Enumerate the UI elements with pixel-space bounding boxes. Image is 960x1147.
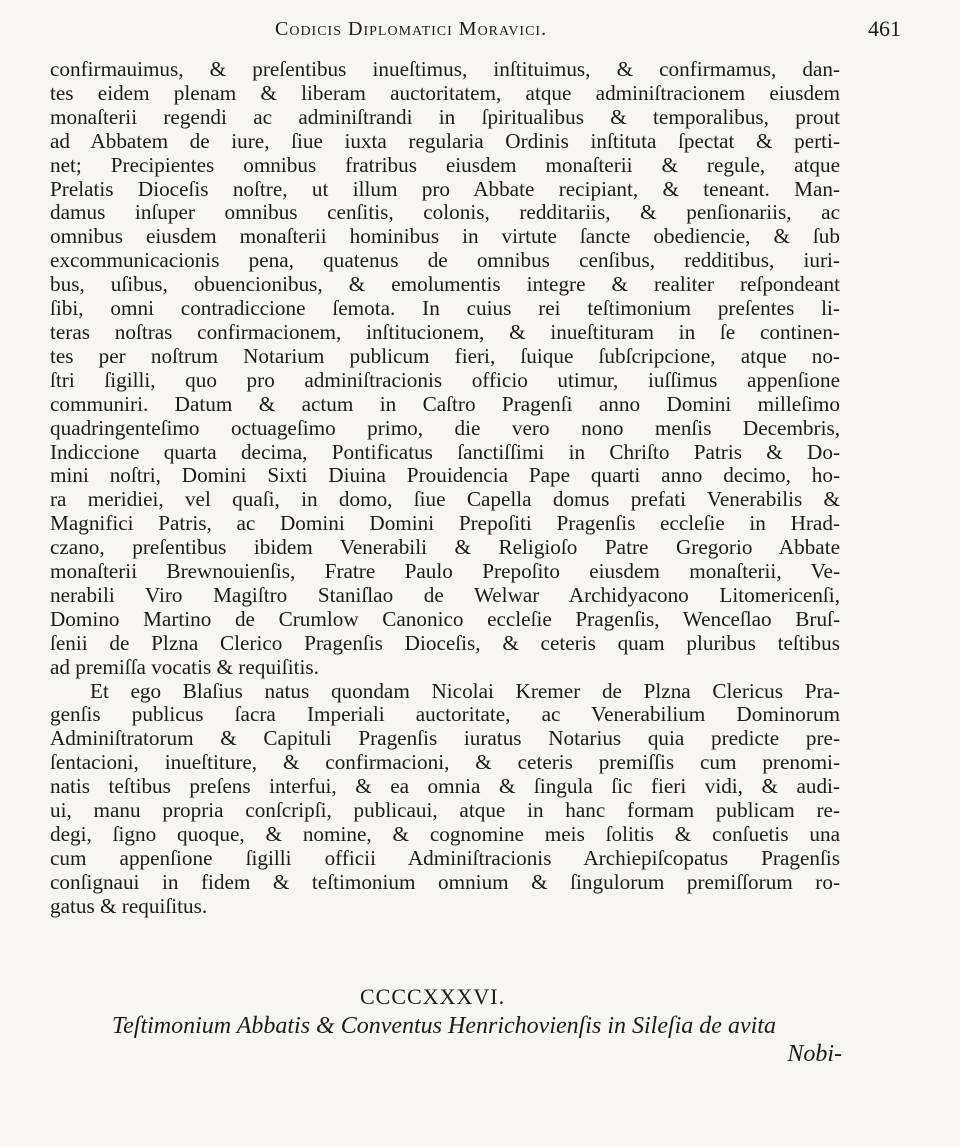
- next-title-line-1: Teſtimonium Abbatis & Conventus Henrichovienſis in Sileſia de avita: [112, 1013, 776, 1039]
- text-line: Indiccione quarta decima, Pontificatus ſanctiſſimi in Chriſto Patris & Do-: [50, 439, 840, 464]
- text-line: ra meridiei, vel quaſi, in domo, ſiue Capella domus prefati Venerabilis &: [50, 487, 840, 512]
- text-line: ad Abbatem de iure, ſiue iuxta regularia Ordinis inſtituta ſpectat & perti-: [50, 128, 840, 153]
- text-line: nerabili Viro Magiſtro Staniſlao de Welwar Archidyacono Litomericenſi,: [50, 582, 840, 607]
- text-line: degi, ſigno quoque, & nomine, & cognomine meis ſolitis & conſuetis una: [50, 822, 840, 846]
- text-line: monaſterii regendi ac adminiſtrandi in ſpiritualibus & temporalibus, prout: [50, 104, 840, 129]
- text-line: net; Precipientes omnibus fratribus eiusdem monaſterii & regule, atque: [50, 152, 840, 177]
- text-line: czano, preſentibus ibidem Venerabili & Religioſo Patre Gregorio Abbate: [50, 535, 840, 560]
- text-line: ſentacioni, inueſtiture, & confirmacioni, & ceteris premiſſis cum prenomi-: [50, 750, 840, 775]
- text-line: ſenii de Plzna Clerico Pragenſis Dioceſis, & ceteris quam pluribus teſtibus: [50, 630, 840, 655]
- text-line: communiri. Datum & actum in Caſtro Pragenſi anno Domini milleſimo: [50, 391, 840, 416]
- document-number: CCCCXXXVI.: [360, 984, 506, 1009]
- text-line: Adminiſtratorum & Capituli Pragenſis iuratus Notarius quia predicte pre-: [50, 726, 840, 751]
- text-line: mini noſtri, Domini Sixti Diuina Prouidencia Pape quarti anno decimo, ho-: [50, 463, 840, 488]
- text-line: conſignaui in fidem & teſtimonium omnium & ſingulorum premiſſorum ro-: [50, 869, 840, 894]
- next-title-line-2: Nobi-: [787, 1041, 842, 1067]
- text-line: Magnifici Patris, ac Domini Domini Prepoſiti Pragenſis eccleſie in Hrad-: [50, 511, 840, 536]
- text-line: monaſterii Brewnouienſis, Fratre Paulo Prepoſito eiusdem monaſterii, Ve-: [50, 559, 840, 584]
- text-line: ſtri ſigilli, quo pro adminiſtracionis officio utimur, iuſſimus appenſione: [50, 367, 840, 392]
- text-line: cum appenſione ſigilli officii Adminiſtracionis Archiepiſcopatus Pragenſis: [50, 845, 840, 870]
- text-line: ad premiſſa vocatis & requiſitis.: [50, 654, 319, 679]
- text-line: Et ego Blaſius natus quondam Nicolai Kremer de Plzna Clericus Pra-: [90, 678, 840, 703]
- text-line: damus inſuper omnibus cenſitis, colonis, redditariis, & penſionariis, ac: [50, 200, 840, 225]
- text-line: excommunicacionis pena, quatenus de omnibus cenſibus, redditibus, iuri-: [50, 248, 840, 273]
- text-line: quadringenteſimo octuageſimo primo, die vero nono menſis Decembris,: [50, 415, 840, 440]
- text-line: tes per noſtrum Notarium publicum fieri, ſuique ſubſcripcione, atque no-: [50, 343, 840, 368]
- text-line: Prelatis Dioceſis noſtre, ut illum pro Abbate recipiant, & teneant. Man-: [50, 176, 840, 201]
- text-line: tes eidem plenam & liberam auctoritatem, atque adminiſtracionem eiusdem: [50, 80, 840, 105]
- page-header: [0, 8, 960, 48]
- text-line: genſis publicus ſacra Imperiali auctoritate, ac Venerabilium Dominorum: [50, 702, 840, 727]
- text-line: gatus & requiſitus.: [50, 893, 208, 918]
- document-body: [50, 58, 840, 919]
- text-line: confirmauimus, & preſentibus inueſtimus, inſtituimus, & confirmamus, dan-: [50, 57, 840, 81]
- text-line: teras noſtras confirmacionem, inſtitucionem, & inueſtituram in ſe continen-: [50, 319, 840, 344]
- text-line: natis teſtibus preſens interfui, & ea omnia & ſingula ſic fieri vidi, & audi-: [50, 774, 840, 799]
- text-line: bus, uſibus, obuencionibus, & emolumentis integre & realiter reſpondeant: [50, 272, 840, 297]
- running-title: Codicis Diplomatici Moravici.: [275, 18, 548, 40]
- text-line: omnibus eiusdem monaſterii hominibus in virtute ſancte obediencie, & ſub: [50, 224, 840, 249]
- text-line: Domino Martino de Crumlow Canonico eccleſie Pragenſis, Wenceſlao Bruſ-: [50, 606, 840, 631]
- page-number: 461: [868, 16, 901, 41]
- text-line: ſibi, omni contradiccione ſemota. In cuius rei teſtimonium preſentes li-: [50, 296, 840, 321]
- text-line: ui, manu propria conſcripſi, publicaui, atque in hanc formam publicam re-: [50, 798, 840, 823]
- next-document-title: [112, 1012, 842, 1068]
